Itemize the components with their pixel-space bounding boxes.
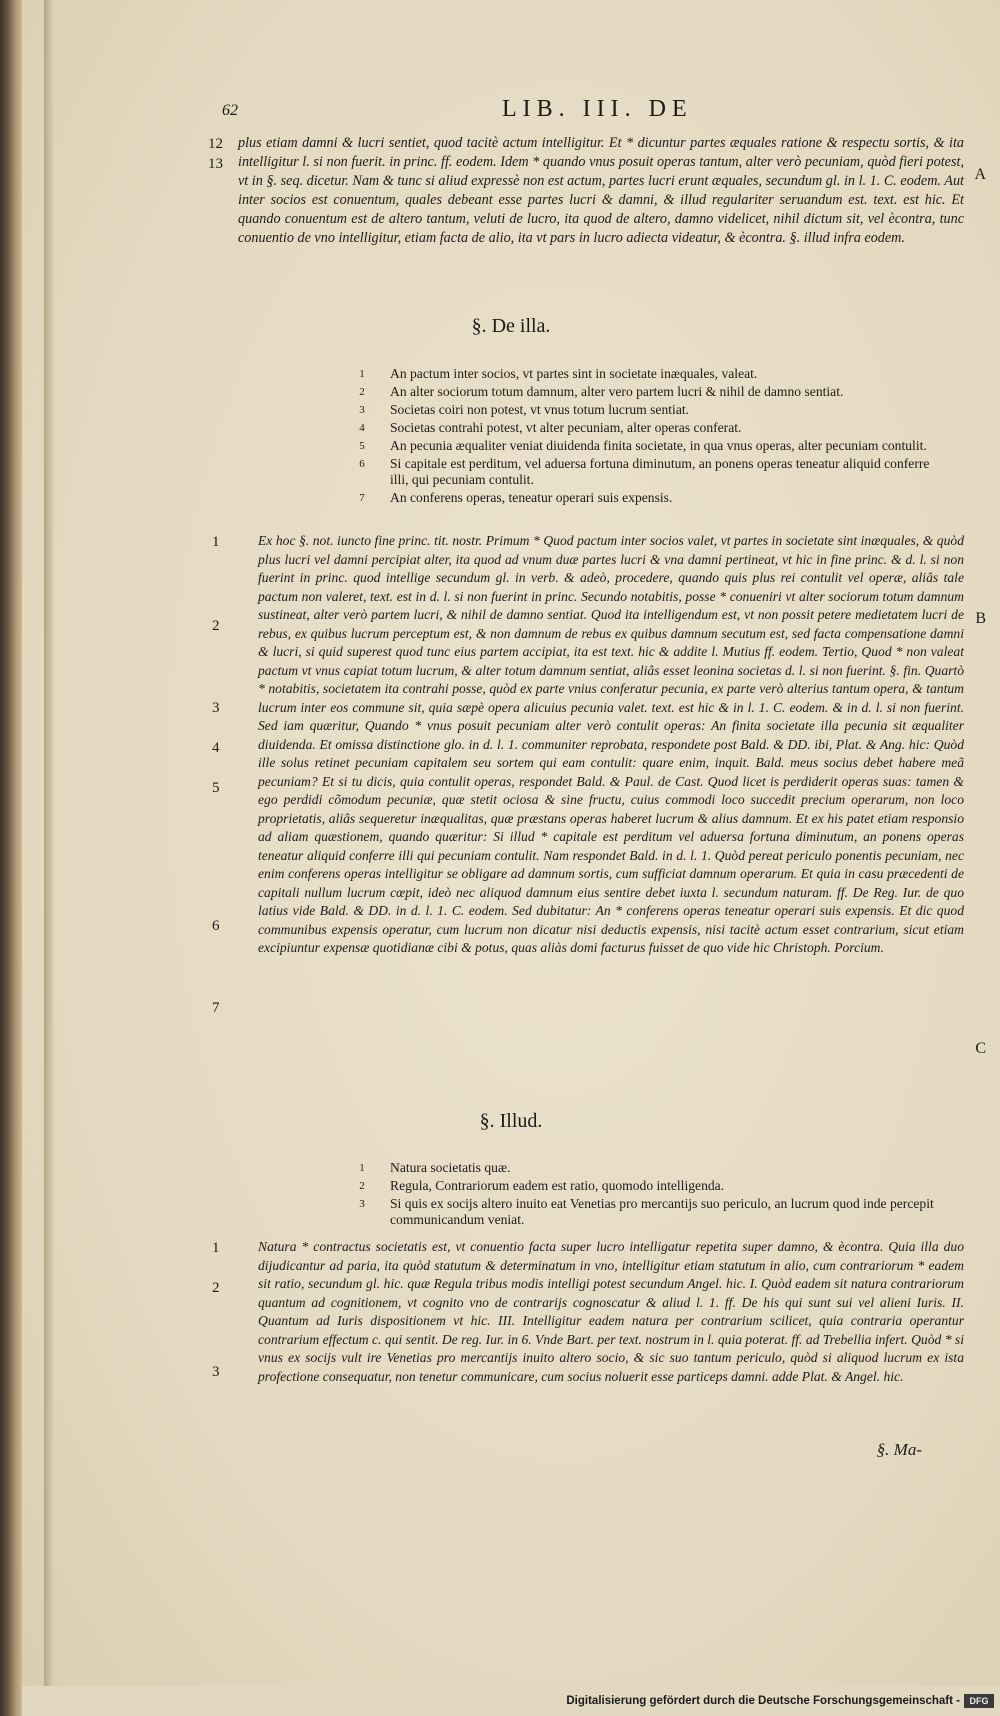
summary-list-illud xyxy=(352,1160,942,1230)
summary-item: 1 Natura societatis quæ. xyxy=(359,1160,511,1175)
paragraph-number: 3 xyxy=(212,1364,220,1380)
summary-item: 3 Societas coiri non potest, vt vnus totum lucrum sentiat. xyxy=(359,402,690,417)
running-title: LIB. III. DE xyxy=(502,96,693,122)
catchword: §. Ma- xyxy=(876,1440,922,1459)
summary-item: 4 Societas contrahi potest, vt alter pecuniam, alter operas conferat. xyxy=(359,420,742,435)
paragraph-number: 1 xyxy=(212,534,220,550)
section-heading-de-illa: §. De illa. xyxy=(471,315,551,337)
margin-letter-c: C xyxy=(975,1040,986,1057)
summary-list-de-illa xyxy=(352,366,942,508)
dfg-logo: DFG xyxy=(964,1694,994,1708)
summary-item: 1 An pactum inter socios, vt partes sint in societate inæquales, valeat. xyxy=(359,366,758,381)
book-page xyxy=(22,0,1000,1716)
margin-letter-b: B xyxy=(975,610,986,627)
book-binding xyxy=(0,0,22,1716)
paragraph: Natura * contractus societatis est, vt conuentio facta super lucro intelligatur repetita super damno, & ècontra. Quia illa duo dijudicantur ad paria, ita quòd statutum & determinatum in vno, intelligitur etiam statutum in alio, cum contrariorum * eadem sit ratio, secundum gl. hic. quæ Regula tribus modis intelligi potest secundum Angel. hic. I. Quòd eadem sit natura contrariorum quantum ad cognitionem, vt cognito vno de contrarijs cognoscatur & aliud l. 1. ff. De his qui sunt sui vel alieni Iuris. II. Quantum ad Iuris dispositionem vt hic. III. Intelligitur eadem natura per contrarium scilicet, quia contraria operantur contrarium effectum c. qui sentit. De reg. Iur. in 6. Vnde Bart. per text. nostrum in l. quia poterat. ff. ad Trebellia infert. Quòd * si vnus ex socijs vult ire Venetias pro mercantijs inuito altero socio, & sic suo tantum periculo, quòd si aliquod lucrum ex ista profectione consequatur, non tenetur communicare, cum socius noluerit esse particeps damni. adde Plat. & Angel. hic. xyxy=(258,1239,964,1384)
page-header xyxy=(22,94,1000,124)
paragraph-number: 4 xyxy=(212,740,220,756)
summary-item: 2 An alter sociorum totum damnum, alter vero partem lucri & nihil de damno sentiat. xyxy=(359,384,844,399)
margin-letter-a: A xyxy=(974,166,986,183)
paragraph-number: 2 xyxy=(212,1280,220,1296)
summary-item: 2 Regula, Contrariorum eadem est ratio, quomodo intelligenda. xyxy=(359,1178,725,1193)
paragraph-number: 6 xyxy=(212,918,220,934)
paragraph-number: 1 xyxy=(212,1240,220,1256)
footer-credit: Digitalisierung gefördert durch die Deutsche Forschungsgemeinschaft - xyxy=(566,1695,960,1707)
paragraph: Ex hoc §. not. iuncto fine princ. tit. nostr. Primum * Quod pactum inter socios valet, vt partes in societate sint inæquales, & quòd plus lucri vel damni percipiat alter, ita quod ad vnum duæ partes lucri & vna damni pertineat, vt hic in fine princ. & d. l. si non fuerint in princ. quod intellige secundum gl. in verb. & adeò, procedere, quando quis plus rei contulit vel operæ, aliâs tale pactum non valeret, text. est in d. l. si non fuerint in princ. Secundo notabitis, posse * conueniri vt alter sociorum totum damnum sustineat, alter verò partem lucri, & nihil de damno sentiat. Quod ita intelligendum est, vt non possit petere medietatem lucri de rebus, ex quibus lucrum perceptum est, & non damnum de rebus ex quibus damnum secutum est, sed facta compensatione damni & lucri, si quid superest quod tunc eius partem accipiat, ita est text. hic & addite l. Mutius ff. eodem. Tertio, Quod * non valeat pactum vt vnus capiat totum lucrum, & alter totum damnum sentiat, aliâs esset leonina societas d. l. si non fuerint. §. fin. Quartò * notabitis, societatem ita contrahi posse, quòd ex parte vnius conferatur pecunia, ex parte verò alterius tantum opera, & tantum lucrum inter eos commune sit, quia sæpè opera alicuius pecunia valet. text. est hic & in l. 1. C. eodem. & in d. l. si non fuerint. Sed iam quæritur, Quando * vnus posuit pecuniam alter verò contulit operas: An finita societate illa pecunia sit æqualiter diuidenda. Et omissa distinctione glo. in d. l. 1. communiter reprobata, respondete post Bald. & DD. ibi, Plat. & Ang. hic: Quòd ille solus retinet pecuniam capitalem seu sortem qui eam contulit: quare enim, inquit. Bald. meus socius debet habere meã pecuniam? Et si tu dicis, quia contulit operas, respondet Bald. & Paul. de Cast. Quod licet is perdiderit operas suas: tamen & ego perdidi cõmodum pecuniæ, quæ stetit ociosa & sine fructu, cuius commodi loco succedit precium operarum, non loco proprietatis, aliâs sequeretur inæqualitas, quæ præstans operas haberet lucrum & alius damnum. Et ex his patet etiam responsio ad aliam quæstionem, quando quæritur: Si illud * capitale est perditum vel aduersa fortuna diminutum, an ponens operas teneatur aliquid conferre illi qui pecuniam contulit. Nam respondet Bald. in d. l. 1. Quòd pereat periculo ponentis pecuniam, nec enim conferens operas intelligitur se obligare ad damnum sortis, cum sufficiat damnum operarum. Et quia in casu præcedenti de capitali nullum lucrum cœpit, ideò nec aliquod damnum eius sentire debet iuxta l. secundum naturam. ff. De Reg. Iur. de quo latius vide Bald. & DD. in d. l. 1. C. eodem. Sed dubitatur: An * conferens operas teneatur operari suis expensis. Et dic quod communibus expensis operatur, cum lucrum non dicatur nisi deductis expensis, nisi tacitè actum esset contrarium, sicut etiam excipiuntur expensæ quotidianæ cibi & potus, quas aliàs domi facturus fuisset de quo vide hic Christoph. Porcium. xyxy=(258,533,964,955)
paragraph-number: 7 xyxy=(212,1000,220,1016)
summary-item: 3 Si quis ex socijs altero inuito eat Venetias pro mercantijs suo periculo, an lucrum quod inde percepit communicandum veniat. xyxy=(359,1196,934,1227)
summary-item: 5 An pecunia æqualiter veniat diuidenda finita societate, in qua vnus operas, alter pecuniam contulit. xyxy=(359,438,927,453)
paragraph-number: 12 xyxy=(208,136,223,152)
paragraph-number: 3 xyxy=(212,700,220,716)
paragraph-number: 2 xyxy=(212,618,220,634)
page-edge xyxy=(44,0,54,1716)
text-block-de-illa xyxy=(258,532,964,958)
text-block-illud xyxy=(258,1238,964,1386)
text-block-intro xyxy=(238,134,964,248)
section-heading-illud: §. Illud. xyxy=(479,1110,543,1132)
paragraph-number: 5 xyxy=(212,780,220,796)
paragraph: plus etiam damni & lucri sentiet, quod tacitè actum intelligitur. Et * dicuntur partes æquales ratione & respectu sortis, & ita intelligitur l. si non fuerit. in princ. ff. eodem. Idem * quando vnus posuit operas tantum, alter verò pecuniam, quòd fieri potest, vt in §. seq. dicetur. Nam & tunc si aliud expressè non est actum, partes lucri erunt æquales, secundum gl. in l. 1. C. eodem. Aut inter socios est conuentum, quales debeant esse partes lucri & damni, & illud regulariter seruandum est. text. est hic. Et quando conuentum est de altero tantum, veluti de lucro, ita quod de altero, damno videlicet, nihil dictum sit, vel ècontra, tunc conuentio de vno intelligitur, etiam facta de alio, ita vt pars in lucro adiecta videatur, & ècontra. §. illud infra eodem. xyxy=(238,135,964,246)
folio-number: 62 xyxy=(222,102,238,119)
summary-item: 7 An conferens operas, teneatur operari suis expensis. xyxy=(359,490,673,505)
summary-item: 6 Si capitale est perditum, vel aduersa fortuna diminutum, an ponens operas teneatur aliquid conferre illi, qui pecuniam contulit. xyxy=(359,456,930,487)
paragraph-number: 13 xyxy=(208,156,223,172)
digitization-footer xyxy=(22,1686,1000,1716)
